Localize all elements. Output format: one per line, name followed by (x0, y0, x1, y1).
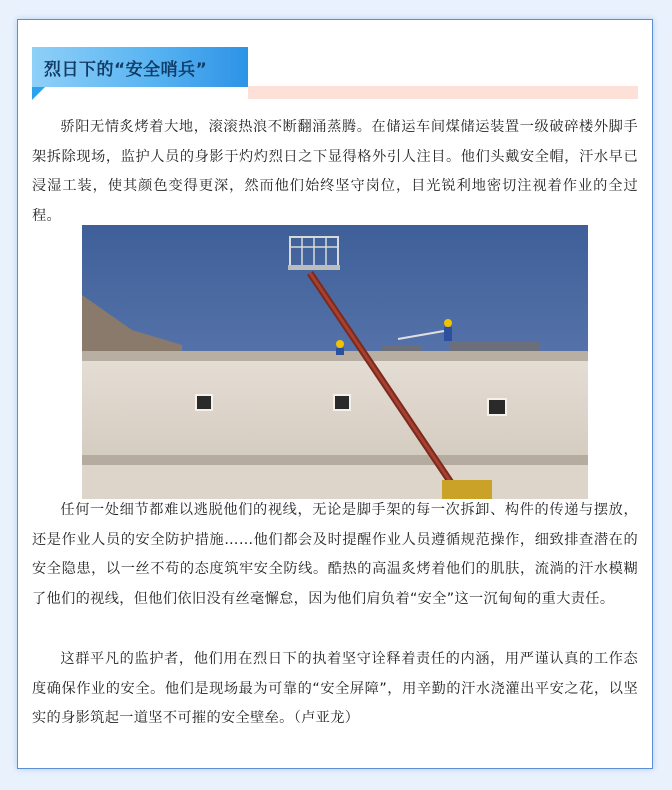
title-accent-stripe (248, 86, 638, 99)
paragraph-3: 这群平凡的监护者，他们用在烈日下的执着坚守诠释着责任的内涵，用严谨认真的工作态度确保作业的安全。他们是现场最为可靠的“安全屏障”，用辛勤的汗水浇灌出平安之花，以坚实的身影筑起一道坚不可摧的安全壁垒。（卢亚龙） (32, 651, 638, 726)
title-bar (32, 47, 248, 87)
scene-photo (82, 225, 588, 499)
window (334, 395, 350, 410)
article-card (17, 19, 653, 769)
paragraph-1: 骄阳无情炙烤着大地，滚滚热浪不断翻涌蒸腾。在储运车间煤储运装置一级破碎楼外脚手架拆除现场，监护人员的身影于灼灼烈日之下显得格外引人注目。他们头戴安全帽，汗水早已浸湿工装，使其颜色变得更深，然而他们始终坚守岗位，目光锐利地密切注视着作业的全过程。 (32, 119, 638, 224)
title-corner-triangle (32, 87, 45, 100)
roof-edge (82, 351, 588, 361)
article-title: 烈日下的“安全哨兵” (44, 60, 208, 80)
crane-scene-illustration (82, 225, 588, 499)
window (196, 395, 212, 410)
title-banner (32, 47, 638, 97)
wall-ledge (82, 455, 588, 465)
window (488, 399, 506, 415)
paragraph-2: 任何一处细节都难以逃脱他们的视线，无论是脚手架的每一次拆卸、构件的传递与摆放，还是作业人员的安全防护措施……他们都会及时提醒作业人员遵循规范操作，细致排查潜在的安全隐患，以一丝不苟的态度筑牢安全防线。酷热的高温炙烤着他们的肌肤，流淌的汗水模糊了他们的视线，但他们依旧没有丝毫懈怠，因为他们肩负着“安全”这一沉甸甸的重大责任。 (32, 502, 638, 607)
lower-wall (82, 465, 588, 499)
